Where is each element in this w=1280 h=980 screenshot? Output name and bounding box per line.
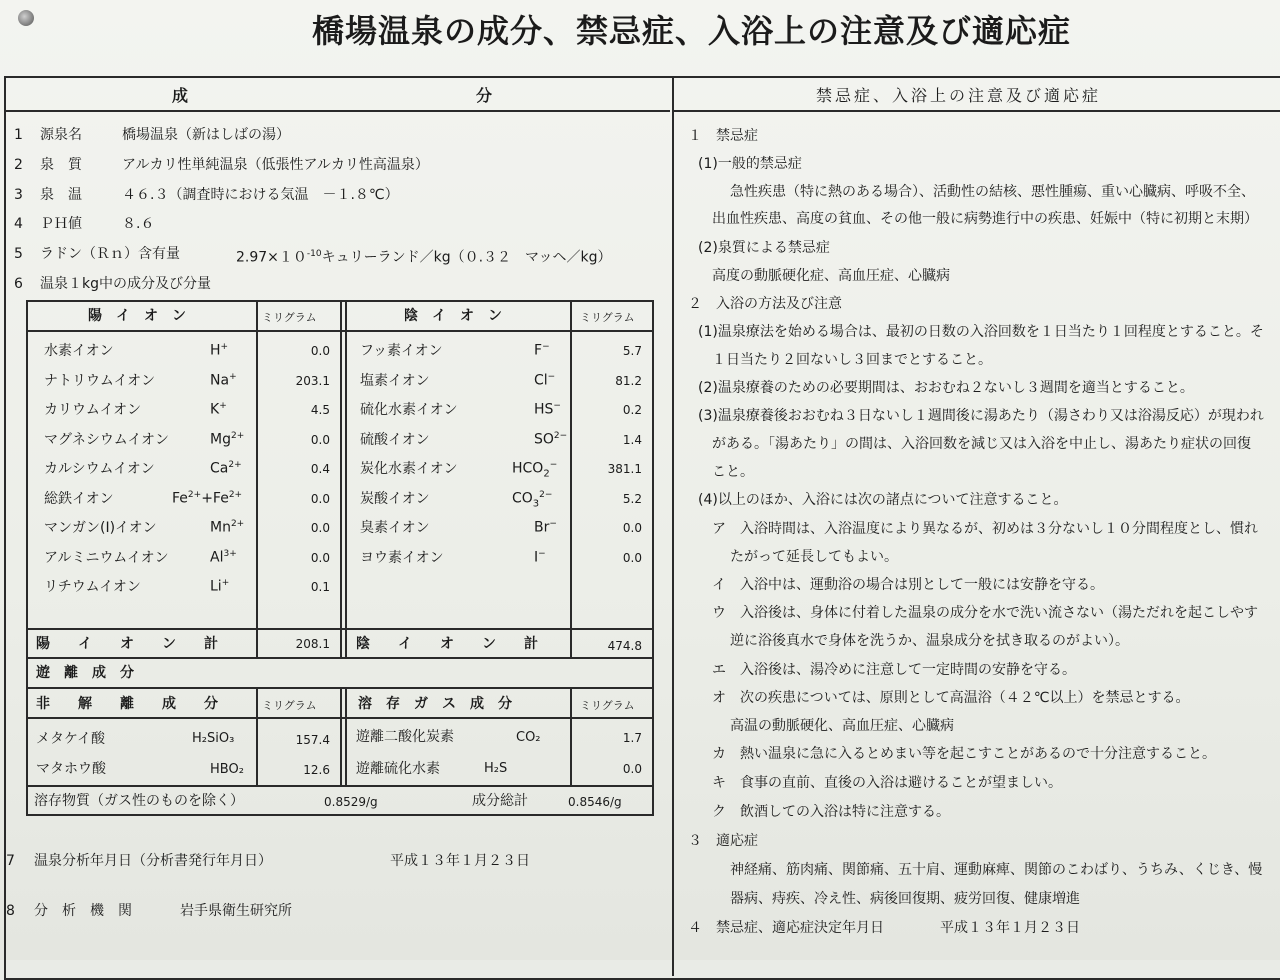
anion-name: フッ素イオン [360, 343, 443, 359]
right-header: 禁忌症、入浴上の注意及び適応症 [816, 86, 1102, 105]
anion-value: 0.2 [622, 403, 642, 417]
cation-value: 0.1 [310, 580, 330, 594]
notice-line: イ 入浴中は、運動浴の場合は別として一般には安静を守る。 [712, 577, 1104, 593]
notice-line: 高温の動脈硬化、高血圧症、心臓病 [730, 718, 954, 734]
anion-symbol: HS− [534, 401, 561, 418]
anion-value: 0.0 [622, 521, 642, 535]
notice-line: (3)温泉療養後おおむね３日ないし１週間後に湯あたり（湯さわり又は浴湯反応）が現われ [698, 408, 1264, 424]
item-label: 泉 質 [40, 157, 82, 173]
cation-symbol: Li+ [210, 578, 230, 595]
cation-name: リチウムイオン [44, 579, 141, 595]
anion-name: 炭酸イオン [360, 490, 430, 507]
anion-name: 炭化水素イオン [360, 461, 458, 477]
cation-name: 総鉄イオン [44, 490, 114, 507]
item-label: ＰＨ値 [40, 216, 82, 232]
total-value: 0.8546/g [568, 795, 622, 809]
anion-name: ヨウ素イオン [360, 549, 444, 566]
notice-line: (1)温泉療法を始める場合は、最初の日数の入浴回数を１日当たり１回程度とすること。そ [698, 324, 1264, 340]
anion-name: 塩素イオン [360, 372, 430, 389]
cation-symbol: $Ca^{2+}$ [210, 460, 242, 477]
notice-line: (2)泉質による禁忌症 [698, 240, 830, 256]
notice-line: 高度の動脈硬化症、高血圧症、心臓病 [712, 268, 950, 284]
left-header-b: 分 [476, 86, 493, 105]
cation-name: カルシウムイオン [44, 461, 155, 477]
cation-symbol: Na+ [210, 371, 237, 389]
item-label: ラドン（Ｒｎ）含有量 [40, 246, 180, 262]
cation-value: 203.1 [295, 373, 330, 388]
item-value: ８.６ [122, 216, 155, 232]
cation-name: アルミニウムイオン [44, 549, 169, 566]
free-header: 遊 離 成 分 [36, 665, 134, 681]
notice-line: 神経痛、筋肉痛、関節痛、五十肩、運動麻痺、関節のこわばり、うちみ、くじき、慢 [730, 862, 1263, 878]
cation-total: 208.1 [295, 637, 330, 651]
notice-line: 逆に浴後真水で身体を洗うか、温泉成分を拭き取るのがよい）。 [730, 633, 1129, 649]
cation-symbol: $Mn^{2+}$ [210, 519, 245, 536]
notice-line: ウ 入浴後は、身体に付着した温泉の成分を水で洗い流さない（湯ただれを起こしやす [712, 605, 1258, 621]
cation-symbol: $Fe^{2+}+Fe^{2+}$ [172, 489, 243, 507]
screw-icon [18, 10, 34, 26]
anion-value: 1.4 [622, 432, 642, 447]
anion-name: 硫化水素イオン [360, 402, 458, 418]
notice-line: ２ 入浴の方法及び注意 [688, 296, 842, 312]
anion-value: 5.7 [622, 344, 642, 358]
cation-symbol: K+ [210, 401, 227, 418]
cation-value: 4.5 [310, 403, 330, 417]
left-header-a: 成 [172, 86, 189, 105]
anion-value: 381.1 [607, 462, 642, 476]
column-divider [672, 76, 674, 976]
item-label: 温泉１kg中の成分及び分量 [40, 276, 211, 292]
notice-line: ３ 適応症 [688, 833, 758, 849]
cation-value: 0.0 [310, 432, 330, 447]
notice-line: (1)一般的禁忌症 [698, 156, 802, 172]
notice-line: ク 飲酒しての入浴は特に注意する。 [712, 804, 950, 820]
anion-total-label: 陰 イ オ ン 計 [356, 636, 538, 652]
notice-board: 橋場温泉の成分、禁忌症、入浴上の注意及び適応症 成 分 禁忌症、入浴上の注意及び適応症 1 源泉名 橋場温泉（新はしばの湯） 2 泉 質 アルカリ性単純温泉（低張性アルカリ性高温泉） 3 泉 温 ４６.３（調査時における気温 －１.８℃） 4 ＰＨ値 ８.６ 5 ラドン（Ｒｎ）含有量 $2.97\times 10^{-10}$キュリーランド／kg（０.３２ マッヘ／kg） 6 温泉１kg中の成分及び分量 陽 イ オ ン ミリグラム 陰 イ オ ン ミリグラム 水素イオン H+ 0.0 ナトリウムイオン Na+ 203.1 カリウムイオン K+ 4.5 マグネシウムイオン $Mg^{2+}$ 0.0 カルシウムイオン $Ca^{2+}$ 0.4 総鉄イオン $Fe^{2+}+Fe^{2+}$ 0.0 マンガン(Ⅰ)イオン $Mn^{2+}$ 0.0 アルミニウムイオン $Al^{3+}$ 0.0 リチウムイオン Li+ 0.1 フッ素イオン F− 5.7 塩素イオン Cl− 81.2 硫化水素イオン HS− 0.2 硫酸イオン $SO^{2-}$ 1.4 炭化水素イオン $HCO_2^-$ 381.1 炭酸イオン $CO_3^{2-}$ 5.2 臭素イオン Br− 0.0 ヨウ素イオン I− 0.0 陽 イ オ ン 計 208.1 陰 イ オ ン 計 474.8 遊 離 成 分 非 解 離 成 分 ミリグラム 溶 存 ガ ス 成 分 ミリグラム メタケイ酸 H₂SiO₃ 157.4 マタホウ酸 HBO₂ 12.6 遊離二酸化炭素 CO₂ 1.7 遊離硫化水素 H₂S 0.0 溶存物質（ガス性のものを除く） 0.8529/g 成分総計 0.8546/g 7 温泉分析年月日（分析書発行年月日） 平成１３年１月２３日 8 分 析 機 関 岩手県衛生研究所 １ 禁忌症 (1)一般的禁忌症 急性疾患（特に熱のある場合）、活動性の結核、悪性腫瘍、重い心臓病、呼吸不全、 出血性疾患、高度の貧血、その他一般に病勢進行中の疾患、妊娠中（特に初期と末期） (2)泉質による禁忌症 高度の動脈硬化症、高血圧症、心臓病 ２ 入浴の方法及び注意 (1)温泉療法を始める場合は、最初の日数の入浴回数を１日当たり１回程度とすること。そ １日当たり２回ないし３回までとすること。 (2)温泉療養のための必要期間は、おおむね２ないし３週間を適当とすること。 (3)温泉療養後おおむね３日ないし１週間後に湯あたり（湯さわり又は浴湯反応）が現われ がある。「湯あたり」の間は、入浴回数を減じ又は入浴を中止し、湯あたり症状の回復 こと。 (4)以上のほか、入浴には次の諸点について注意すること。 ア 入浴時間は、入浴温度により異なるが、初めは３分ないし１０分間程度とし、慣れ たがって延長してもよい。 イ 入浴中は、運動浴の場合は別として一般には安静を守る。 ウ 入浴後は、身体に付着した温泉の成分を水で洗い流さない（湯ただれを起こしやす 逆に浴後真水で身体を洗うか、温泉成分を拭き取るのがよい）。 エ 入浴後は、湯冷めに注意して一定時間の安静を守る。 オ 次の疾患については、原則として高温浴（４２℃以上）を禁忌とする。 高温の動脈硬化、高血圧症、心臓病 カ 熱い温泉に急に入るとめまい等を起こすことがあるので十分注意すること。 キ 食事の直前、直後の入浴は避けることが望ましい。 ク 飲酒しての入浴は特に注意する。 ３ 適応症 神経痛、筋肉痛、関節痛、五十肩、運動麻痺、関節のこわばり、うちみ、くじき、慢 器病、痔疾、冷え性、病後回復期、疲労回復、健康増進 ４ 禁忌症、適応症決定年月日 平成１３年１月２３日 [0, 0, 1280, 960]
notice-line: たがって延長してもよい。 [730, 549, 898, 565]
anion-value: 0.0 [622, 550, 642, 565]
notice-line: エ 入浴後は、湯冷めに注意して一定時間の安静を守る。 [712, 662, 1076, 678]
anion-value: 81.2 [615, 373, 642, 388]
anion-name: 臭素イオン [360, 520, 430, 536]
cation-symbol: H+ [210, 342, 229, 359]
notice-line: (4)以上のほか、入浴には次の諸点について注意すること。 [698, 492, 1068, 508]
item-label: 泉 温 [40, 187, 82, 203]
anion-symbol: $CO_3^{2-}$ [512, 489, 553, 509]
gas-header: 溶 存 ガ ス 成 分 [358, 696, 512, 712]
notice-line: オ 次の疾患については、原則として高温浴（４２℃以上）を禁忌とする。 [712, 690, 1190, 706]
cation-value: 0.0 [310, 521, 330, 535]
notice-line: 出血性疾患、高度の貧血、その他一般に病勢進行中の疾患、妊娠中（特に初期と末期） [712, 211, 1258, 227]
item-value: 橋場温泉（新はしばの湯） [122, 127, 290, 143]
item-value: ４６.３（調査時における気温 －１.８℃） [122, 187, 399, 203]
page-title: 橋場温泉の成分、禁忌症、入浴上の注意及び適応症 [312, 12, 1072, 50]
anion-symbol: $SO^{2-}$ [534, 430, 568, 448]
anion-symbol: I− [534, 548, 546, 566]
notice-line: (2)温泉療養のための必要期間は、おおむね２ないし３週間を適当とすること。 [698, 380, 1194, 396]
cation-name: 水素イオン [44, 343, 114, 359]
notice-line: がある。「湯あたり」の間は、入浴回数を減じ又は入浴を中止し、湯あたり症状の回復 [712, 436, 1251, 452]
cation-total-label: 陽 イ オ ン 計 [36, 636, 218, 652]
dissolved-value: 0.8529/g [324, 795, 378, 809]
item-value: アルカリ性単純温泉（低張性アルカリ性高温泉） [122, 157, 429, 173]
anion-symbol: Br− [534, 519, 557, 536]
notice-line: ４ 禁忌症、適応症決定年月日 平成１３年１月２３日 [688, 920, 1080, 936]
notice-line: １日当たり２回ないし３回までとすること。 [712, 352, 992, 368]
dissolved-label: 溶存物質（ガス性のものを除く） [34, 793, 244, 809]
notice-line: １ 禁忌症 [688, 128, 758, 144]
notice-line: 器病、痔疾、冷え性、病後回復期、疲労回復、健康増進 [730, 891, 1080, 907]
notice-line: 急性疾患（特に熱のある場合）、活動性の結核、悪性腫瘍、重い心臓病、呼吸不全、 [730, 184, 1255, 200]
cation-value: 0.4 [310, 462, 330, 476]
cation-name: マンガン(Ⅰ)イオン [44, 520, 157, 536]
notice-line: こと。 [712, 464, 754, 480]
anion-symbol: F− [534, 342, 550, 359]
cation-name: カリウムイオン [44, 402, 142, 418]
anion-header: 陰 イ オ ン [404, 308, 502, 324]
cation-header: 陽 イ オ ン [88, 308, 186, 324]
anion-total: 474.8 [607, 639, 642, 653]
item-value: $2.97\times 10^{-10}$キュリーランド／kg（０.３２ マッヘ／kg） [236, 249, 612, 266]
nd-header: 非 解 離 成 分 [36, 696, 218, 712]
anion-symbol: Cl− [534, 371, 556, 389]
cation-symbol: $Al^{3+}$ [210, 548, 237, 566]
cation-value: 0.0 [310, 491, 330, 506]
anion-value: 5.2 [622, 491, 642, 506]
notice-line: キ 食事の直前、直後の入浴は避けることが望ましい。 [712, 775, 1062, 791]
cation-value: 0.0 [310, 550, 330, 565]
cation-name: マグネシウムイオン [44, 431, 170, 448]
cation-value: 0.0 [310, 344, 330, 358]
total-label: 成分総計 [472, 793, 528, 809]
notice-line: カ 熱い温泉に急に入るとめまい等を起こすことがあるので十分注意すること。 [712, 746, 1216, 762]
notice-line: ア 入浴時間は、入浴温度により異なるが、初めは３分ないし１０分間程度とし、慣れ [712, 521, 1258, 537]
anion-name: 硫酸イオン [360, 431, 430, 448]
item-label: 源泉名 [40, 127, 82, 143]
anion-symbol: $HCO_2^-$ [512, 460, 558, 480]
cation-symbol: $Mg^{2+}$ [210, 430, 245, 448]
cation-name: ナトリウムイオン [44, 372, 156, 389]
